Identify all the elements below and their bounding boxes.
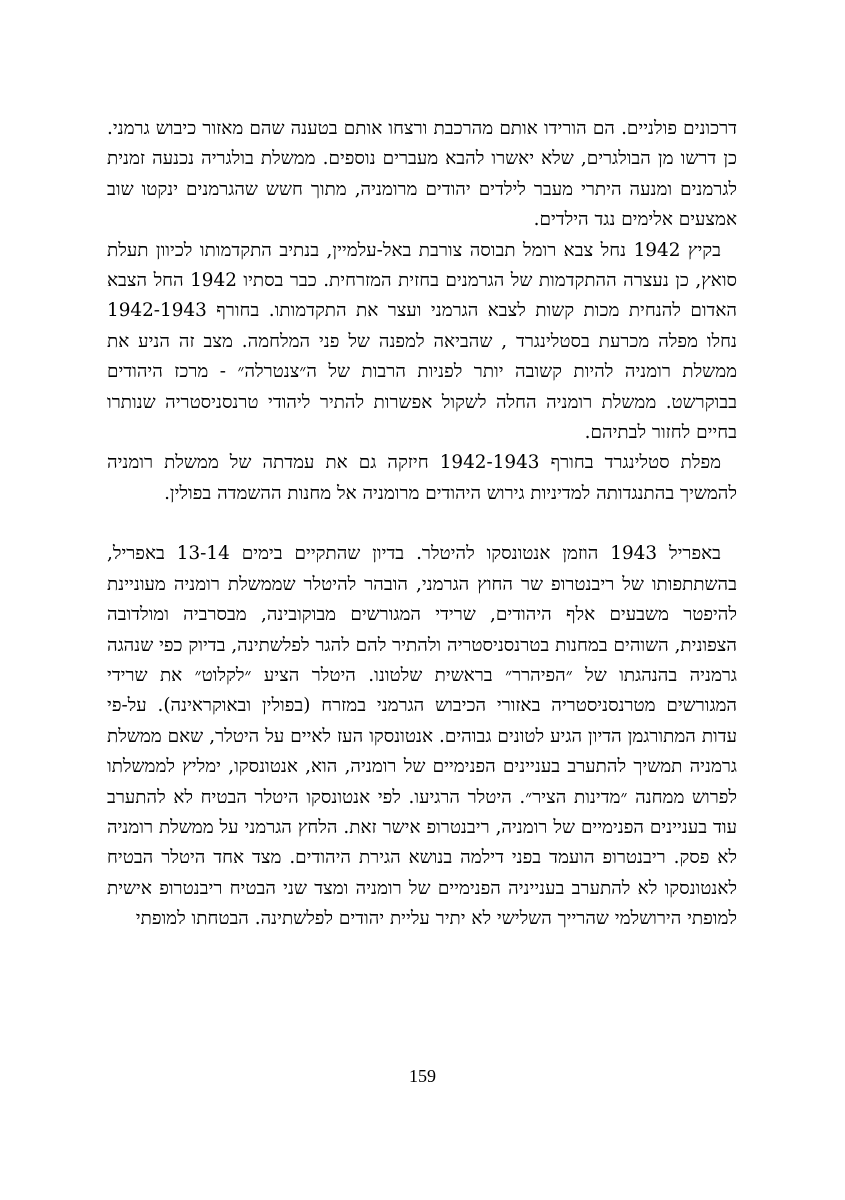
- paragraph-spacer: [107, 509, 737, 539]
- paragraph-war-turning-point: בקיץ 1942 נחל צבא רומל תבוסה צורבת באל-עלמיין, בנתיב התקדמותו לכיוון תעלת סואץ, כן נעצרה ההתקדמות של הגרמנים בחזית המזרחית. כבר בסתיו 1942 החל הצבא האדום להנחית מכות קשות לצבא הגרמני ועצר את התקדמותו. בחורף 1942-1943 נחלו מפלה מכרעת בסטלינגרד , שהביאה למפנה של פני המלחמה. מצב זה הניע את ממשלת רומניה להיות קשובה יותר לפניות הרבות של ה״צנטרלה״ - מרכז היהודים בבוקרשט. ממשלת רומניה החלה לשקול אפשרות להתיר ליהודי טרנסניסטריה שנותרו בחיים לחזור לבתיהם.: [107, 239, 738, 444]
- page-number: 159: [409, 1066, 436, 1086]
- document-page: [107, 114, 737, 935]
- paragraph-stalingrad: מפלת סטלינגרד בחורף 1942-1943 חיזקה גם את עמדתה של ממשלת רומניה להמשיך בהתנגדותה למדיניות גירוש היהודים מרומניה אל מחנות ההשמדה בפולין.: [107, 452, 737, 504]
- paragraph-deportation-children: דרכונים פולניים. הם הורידו אותם מהרכבת ורצחו אותם בטענה שהם מאזור כיבוש גרמני. כן דרשו מן הבולגרים, שלא יאשרו להבא מעברים נוספים. ממשלת בולגריה נכנעה זמנית לגרמנים ומנעה היתרי מעבר לילדים יהודים מרומניה, מתוך חשש שהגרמנים ינקטו שוב אמצעים אלימים נגד הילדים.: [107, 118, 737, 231]
- paragraph-antonescu-hitler-meeting: באפריל 1943 הוזמן אנטונסקו להיטלר. בדיון שהתקיים בימים 13-14 באפריל, בהשתתפותו של ריבנטרופ שר החוץ הגרמני, הובהר להיטלר שממשלת רומניה מעוניינת להיפטר משבעים אלף היהודים, שרידי המגורשים מבוקובינה, מבסרביה ומולדובה הצפונית, השוהים במחנות בטרנסניסטריה ולהתיר להם להגר לפלשתינה, בדיוק כפי שנהגה גרמניה בהנהגתו של ״הפיהרר״ בראשית שלטונו. היטלר הציע ״לקלוט״ את שרידי המגורשים מטרנסניסטריה באזורי הכיבוש הגרמני במזרח (בפולין ובאוקראינה). על-פי עדות המתורגמן הדיון הגיע לטונים גבוהים. אנטונסקו העז לאיים על היטלר, שאם ממשלת גרמניה תמשיך להתערב בעניינים הפנימיים של רומניה, הוא, אנטונסקו, ימליץ לממשלתו לפרוש ממחנה ״מדינות הציר״. היטלר הרגיעו. לפי אנטונסקו היטלר הבטיח לא להתערב עוד בעניינים הפנימיים של רומניה, ריבנטרופ אישר זאת. הלחץ הגרמני על ממשלת רומניה לא פסק. ריבנטרופ הועמד בפני דילמה בנושא הגירת היהודים. מצד אחד היטלר הבטיח לאנטונסקו לא להתערב בענייניה הפנימיים של רומניה ומצד שני הבטיח ריבנטרופ אישית למופתי הירושלמי שהרייך השלישי לא יתיר עליית יהודים לפלשתינה. הבטחתו למופתי: [107, 543, 737, 930]
